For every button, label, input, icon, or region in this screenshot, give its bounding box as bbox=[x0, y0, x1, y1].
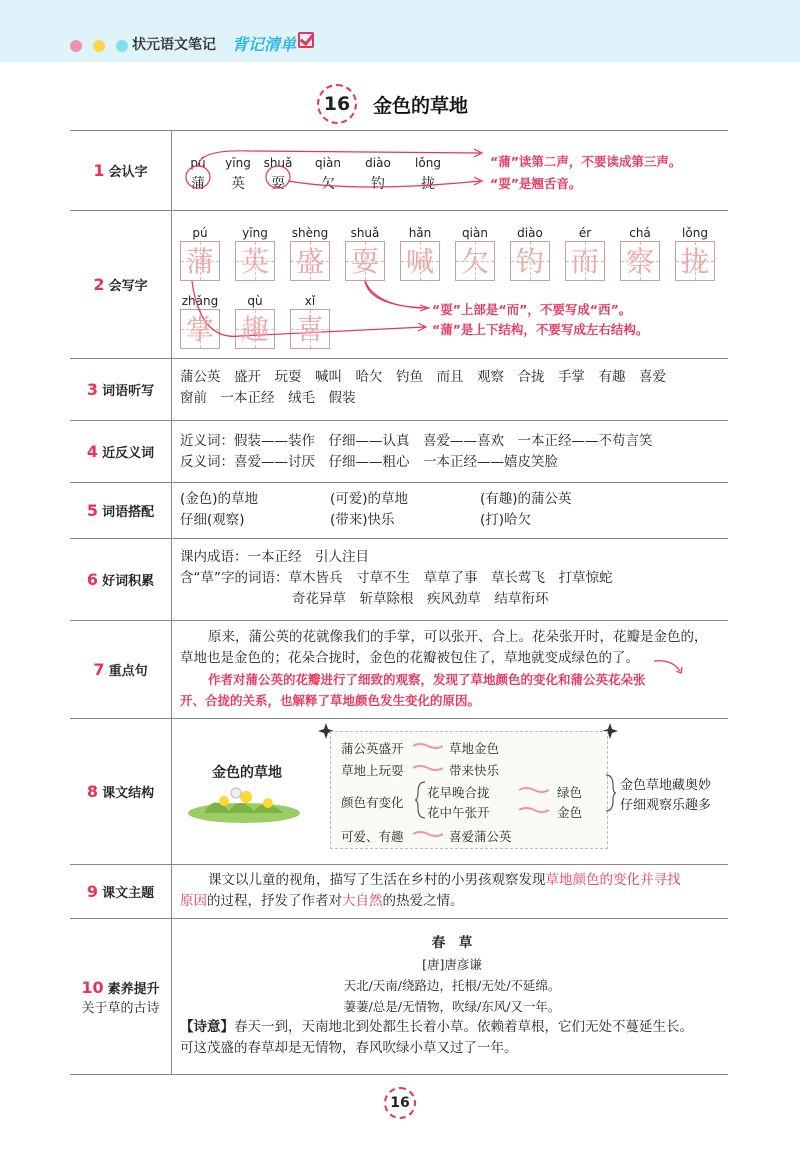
pinyin: qù bbox=[247, 294, 263, 308]
wave-arrow-icon bbox=[519, 806, 549, 814]
synonym-line: 近义词：假装——装作 仔细——认真 喜爱——喜欢 一本正经——不苟言笑 bbox=[180, 433, 653, 449]
section-label: 会认字 bbox=[108, 165, 148, 180]
section-theme bbox=[70, 865, 728, 919]
char-grid: 趣 bbox=[235, 309, 275, 349]
section-recognize-chars bbox=[70, 131, 728, 211]
char-grid: 欠 bbox=[455, 241, 495, 281]
word-list: 蒲公英 盛开 玩耍 喊叫 哈欠 钓鱼 而且 观察 合拢 手掌 有趣 喜爱 bbox=[180, 369, 666, 385]
char-item: lǒng 拢 bbox=[415, 156, 441, 192]
annotation-note: “蒲”是上下结构，不要写成左右结构。 bbox=[432, 322, 649, 337]
collocation-item: 仔细(观察) bbox=[180, 512, 245, 528]
theme-line: 课文以儿童的视角，描写了生活在乡村的小男孩观察发现草地颜色的变化并寻找 bbox=[208, 872, 681, 888]
idiom-line: 课内成语：一本正经 引人注目 bbox=[180, 549, 369, 565]
char-grid: 盛 bbox=[290, 241, 330, 281]
section-number: 6 bbox=[86, 570, 99, 589]
lesson-number: 16 bbox=[317, 84, 357, 124]
pinyin: shuǎ bbox=[350, 226, 380, 240]
section-label: 会写字 bbox=[108, 279, 148, 294]
brand-name: 状元语文笔记 bbox=[132, 37, 216, 53]
section-number: 1 bbox=[93, 161, 105, 180]
char-grid: 而 bbox=[565, 241, 605, 281]
structure-summary: 仔细观察乐趣多 bbox=[620, 798, 712, 813]
section-number: 2 bbox=[93, 275, 105, 294]
section-label: 词语听写 bbox=[102, 384, 155, 399]
brand-subtitle: 背记清单 bbox=[232, 35, 297, 54]
section-number: 8 bbox=[86, 782, 99, 801]
section-label: 重点句 bbox=[108, 664, 148, 679]
char-grid: 英 bbox=[235, 241, 275, 281]
structure-title: 金色的草地 bbox=[212, 765, 282, 781]
annotation-arrows bbox=[180, 131, 500, 211]
wave-arrow-icon bbox=[413, 742, 443, 750]
pink-dot-icon bbox=[70, 40, 82, 52]
collocation-item: (金色)的草地 bbox=[180, 491, 259, 507]
poem-title: 春 草 bbox=[431, 935, 473, 951]
structure-left-item: 草地上玩耍 bbox=[341, 763, 404, 778]
annotation-note: “耍”上部是“而”，不要写成“西”。 bbox=[432, 302, 632, 317]
char-grid: 耍 bbox=[345, 241, 385, 281]
section-number: 10 bbox=[81, 977, 104, 997]
yellow-dot-icon bbox=[93, 40, 105, 52]
poem-verse: 萋萋/总是/无情物，吹绿/东风/又一年。 bbox=[343, 999, 561, 1014]
pinyin: chá bbox=[629, 226, 651, 240]
collocation-item: (带来)快乐 bbox=[330, 512, 395, 528]
key-sentence: 原来，蒲公英的花就像我们的手掌，可以张开、合上。花朵张开时，花瓣是金色的， bbox=[208, 629, 708, 645]
collocation-item: (打)哈欠 bbox=[480, 512, 532, 528]
collocation-item: (可爱)的草地 bbox=[330, 491, 409, 507]
section-key-sentence bbox=[70, 621, 728, 719]
wave-arrow-icon bbox=[413, 764, 443, 772]
section-synonyms bbox=[70, 421, 728, 483]
char-item: yīng 英 bbox=[225, 156, 251, 192]
idiom-line: 奇花异草 斩草除根 疾风劲草 结草衔环 bbox=[292, 591, 549, 607]
char-grid: 拢 bbox=[675, 241, 715, 281]
structure-mid-item: 草地金色 bbox=[449, 741, 500, 756]
structure-left-item: 颜色有变化 bbox=[341, 795, 404, 810]
brace-icon bbox=[604, 773, 618, 813]
section-sublabel: 关于草的古诗 bbox=[81, 1000, 160, 1016]
char-grid: 掌 bbox=[180, 309, 220, 349]
header-bar bbox=[0, 0, 800, 62]
char-item: qiàn 欠 bbox=[315, 156, 341, 192]
section-number: 5 bbox=[86, 501, 99, 520]
decor-dots bbox=[70, 40, 128, 52]
dandelion-illustration-icon bbox=[184, 783, 304, 823]
section-dictation bbox=[70, 359, 728, 421]
section-number: 4 bbox=[86, 442, 99, 461]
char-grid: 喊 bbox=[400, 241, 440, 281]
page-number: 16 bbox=[384, 1087, 416, 1119]
pinyin: shèng bbox=[291, 226, 329, 240]
theme-line: 原因的过程，抒发了作者对大自然的热爱之情。 bbox=[180, 893, 464, 909]
section-number: 9 bbox=[86, 882, 99, 901]
pinyin: zhǎng bbox=[181, 294, 219, 308]
poem-author: [唐]唐彦谦 bbox=[422, 957, 482, 972]
section-number: 3 bbox=[86, 380, 99, 399]
char-grid: 蒲 bbox=[180, 241, 220, 281]
word-list: 窗前 一本正经 绒毛 假装 bbox=[180, 390, 356, 406]
section-literacy bbox=[70, 919, 728, 1075]
brace-icon bbox=[415, 780, 427, 820]
color-label: 绿色 bbox=[557, 785, 583, 800]
collocation-item: (有趣)的蒲公英 bbox=[480, 491, 572, 507]
checkmark-icon bbox=[298, 32, 314, 48]
structure-left-item: 蒲公英盛开 bbox=[341, 741, 404, 756]
pinyin: ér bbox=[578, 226, 592, 240]
char-item: diào 钓 bbox=[365, 156, 391, 192]
poem-meaning: 可这茂盛的春草却是无情物，春风吹绿小草又过了一年。 bbox=[180, 1040, 518, 1056]
poem-meaning: 【诗意】春天一到，天南地北到处都生长着小草。依赖着草根，它们无处不蔓延生长。 bbox=[180, 1019, 693, 1035]
color-label: 金色 bbox=[557, 805, 583, 820]
annotation-arrow bbox=[652, 657, 692, 677]
annotation-note: “蒲”读第二声，不要读成第三声。 bbox=[490, 154, 682, 169]
section-write-chars bbox=[70, 211, 728, 359]
section-label: 词语搭配 bbox=[102, 505, 155, 520]
section-label: 近反义词 bbox=[102, 446, 155, 461]
structure-box bbox=[330, 731, 608, 849]
poem-verse: 天北/天南/绕路边，托根/无处/不延绵。 bbox=[343, 978, 561, 993]
section-good-words bbox=[70, 539, 728, 621]
char-grid: 喜 bbox=[290, 309, 330, 349]
pinyin: xǐ bbox=[304, 294, 316, 308]
section-label: 好词积累 bbox=[102, 574, 155, 589]
pinyin: pú bbox=[192, 226, 208, 240]
section-collocation bbox=[70, 483, 728, 539]
structure-mid-item: 带来快乐 bbox=[449, 763, 500, 778]
structure-left-item: 可爱、有趣 bbox=[341, 829, 404, 844]
char-grid: 察 bbox=[620, 241, 660, 281]
structure-mid-item: 花中午张开 bbox=[427, 805, 490, 820]
pinyin: yīng bbox=[242, 226, 268, 240]
section-label: 课文主题 bbox=[102, 886, 155, 901]
section-structure bbox=[70, 719, 728, 865]
char-item: shuǎ 耍 bbox=[263, 156, 293, 192]
pinyin: hǎn bbox=[408, 226, 432, 240]
pinyin: diào bbox=[517, 226, 543, 240]
wave-arrow-icon bbox=[413, 830, 443, 838]
char-grid: 钓 bbox=[510, 241, 550, 281]
char-item: pú 蒲 bbox=[190, 156, 206, 192]
analysis-note: 作者对蒲公英的花瓣进行了细致的观察，发现了草地颜色的变化和蒲公英花朵张 bbox=[208, 672, 646, 687]
cyan-dot-icon bbox=[116, 40, 128, 52]
pinyin: lǒng bbox=[682, 226, 708, 240]
lesson-title: 金色的草地 bbox=[373, 95, 469, 117]
section-label: 课文结构 bbox=[102, 786, 155, 801]
section-label: 素养提升 bbox=[107, 981, 160, 997]
key-sentence: 草地也是金色的；花朵合拢时，金色的花瓣被包住了，草地就变成绿色的了。 bbox=[180, 650, 639, 666]
pinyin: qiàn bbox=[462, 226, 488, 240]
antonym-line: 反义词：喜爱——讨厌 仔细——粗心 一本正经——嬉皮笑脸 bbox=[180, 454, 558, 470]
structure-mid-item: 花早晚合拢 bbox=[427, 785, 490, 800]
structure-summary: 金色草地藏奥妙 bbox=[620, 778, 712, 793]
wave-arrow-icon bbox=[519, 786, 549, 794]
structure-mid-item: 喜爱蒲公英 bbox=[449, 829, 512, 844]
annotation-note: “耍”是翘舌音。 bbox=[490, 176, 582, 191]
notes-table bbox=[70, 130, 728, 1056]
idiom-line: 含“草”字的词语：草木皆兵 寸草不生 草草了事 草长莺飞 打草惊蛇 bbox=[180, 570, 613, 586]
section-number: 7 bbox=[93, 660, 105, 679]
analysis-note: 开、合拢的关系，也解释了草地颜色发生变化的原因。 bbox=[180, 693, 481, 708]
